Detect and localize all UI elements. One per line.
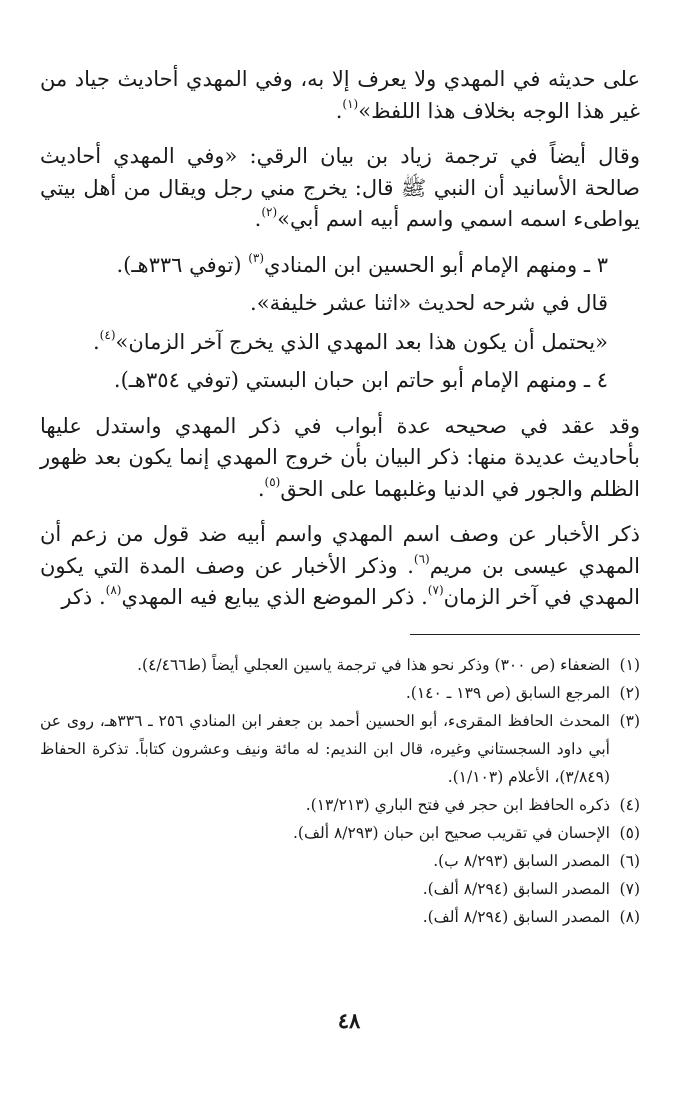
paragraph-2: وقال أيضاً في ترجمة زياد بن بيان الرقي: «وفي المهدي أحاديث صالحة الأسانيد أن النبي ﷺ قال: يخرج مني رجل ويقال من أهل بيتي يواطىء اسمه اسمي واسم أبيه اسم أبي»$^{(٢)}$. [40, 144, 640, 231]
footnote-4: (٤) ذكره الحافظ ابن حجر في فتح الباري (١٣/٢١٣). [305, 795, 640, 814]
paragraph-7: وقد عقد في صحيحه عدة أبواب في ذكر المهدي واستدل عليها بأحاديث عديدة منها: ذكر البيان بأن خروج المهدي إنما يكون بعد ظهور الظلم والجور في الدنيا وغلبهما على الحق$^{(٥)}$. [40, 413, 640, 501]
main-text [40, 64, 640, 614]
footnote-ref-5[interactable]: (٥) [264, 474, 281, 489]
scholar-item-4: ٤ ـ ومنهم الإمام أبو حاتم ابن حبان البستي (توفي ٣٥٤هـ). [113, 368, 608, 392]
footnote-ref-8[interactable]: (٨) [105, 583, 122, 597]
paragraph-4: قال في شرحه لحديث «اثنا عشر خليفة». [250, 291, 608, 315]
footnotes [40, 651, 640, 931]
footnote-8: (٨) المصدر السابق (٨/٢٩٤ ألف). [422, 907, 640, 926]
footnote-ref-6[interactable]: (٦) [413, 551, 430, 566]
footnote-ref-2[interactable]: (٢) [261, 205, 278, 219]
footnote-7: (٧) المصدر السابق (٨/٢٩٤ ألف). [422, 879, 640, 898]
page-number: ٤٨ [337, 1008, 361, 1033]
scholar-item-3: ٣ ـ ومنهم الإمام أبو الحسين ابن المنادي$^{(٣)}$ (توفي ٣٣٦هـ). [116, 250, 608, 277]
paragraph-8: ذكر الأخبار عن وصف اسم المهدي واسم أبيه ضد قول من زعم أن المهدي عيسى بن مريم$^{(٦)}$. وذكر الأخبار عن وصف المدة التي يكون المهدي في آخر الزمان$^{(٧)}$. ذكر الموضع الذي يبايع فيه المهدي$^{(٨)}$. ذكر [40, 522, 640, 609]
footnote-ref-1[interactable]: (١) [342, 96, 359, 111]
footnote-ref-3[interactable]: (٣) [248, 250, 265, 265]
footnote-divider [410, 634, 640, 635]
footnote-3: (٣) المحدث الحافظ المقرىء، أبو الحسين أحمد بن جعفر ابن المنادي ٢٥٦ ـ ٣٣٦هـ، روى عن أبي داود السجستاني وغيره، قال ابن النديم: له مائة ونيف وعشرون كتاباً. تذكرة الحفاظ (٣/٨٤٩)، الأعلام (١/١٠٣). [40, 711, 640, 786]
footnote-5: (٥) الإحسان في تقريب صحيح ابن حبان (٨/٢٩٣ ألف). [293, 823, 640, 842]
footnote-6: (٦) المصدر السابق (٨/٢٩٣ ب). [433, 851, 640, 870]
paragraph-1: على حديثه في المهدي ولا يعرف إلا به، وفي المهدي أحاديث جياد من غير هذا الوجه بخلاف هذا اللفظ»$^{(١)}$. [40, 67, 640, 123]
footnote-ref-4[interactable]: (٤) [99, 327, 116, 342]
footnote-1: (١) الضعفاء (ص ٣٠٠) وذكر نحو هذا في ترجمة ياسين العجلي أيضاً (ط٤/٤٦٦). [137, 655, 640, 674]
footnote-ref-7[interactable]: (٧) [427, 583, 444, 597]
page-content [40, 64, 640, 931]
quote-paragraph: «يحتمل أن يكون هذا بعد المهدي الذي يخرج آخر الزمان»$^{(٤)}$. [92, 327, 608, 354]
footnote-2: (٢) المرجع السابق (ص ١٣٩ ـ ١٤٠). [405, 683, 640, 702]
